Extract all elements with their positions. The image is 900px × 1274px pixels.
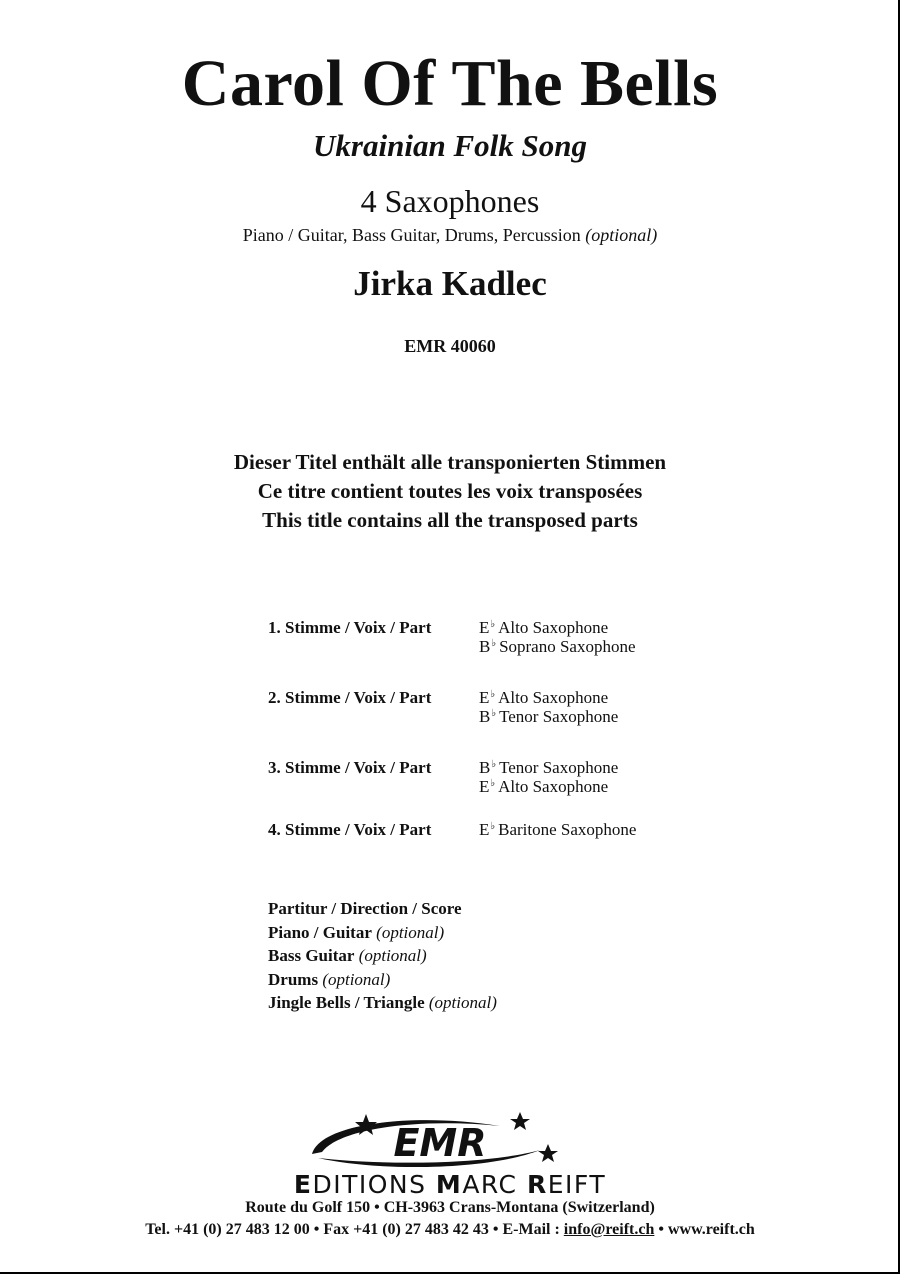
composer-name: Jirka Kadlec xyxy=(353,264,547,303)
part-instrument: B♭ Soprano Saxophone xyxy=(479,637,636,656)
instrumentation-main: Piano / Guitar, Bass Guitar, Drums, Percussion xyxy=(242,225,581,245)
notice-english: This title contains all the transposed parts xyxy=(262,508,638,532)
logo-lettering: EMR xyxy=(393,1121,487,1165)
part-4 xyxy=(268,820,788,842)
list-item: Jingle Bells / Triangle (optional) xyxy=(268,993,497,1012)
part-label: 4. Stimme / Voix / Part xyxy=(268,820,432,839)
email-link[interactable]: info@reift.ch xyxy=(563,1221,655,1238)
notice-german: Dieser Titel enthält alle transponierten Stimmen xyxy=(233,450,667,474)
part-label: 2. Stimme / Voix / Part xyxy=(268,688,432,707)
list-item: Bass Guitar (optional) xyxy=(268,946,427,965)
catalog-number: EMR 40060 xyxy=(404,336,496,356)
part-3 xyxy=(268,758,788,798)
part-instrument: E♭ Alto Saxophone xyxy=(479,777,609,796)
ensemble-label: 4 Saxophones xyxy=(360,183,540,219)
notice-french: Ce titre contient toutes les voix transposées xyxy=(257,479,643,503)
star-mark xyxy=(538,1144,558,1162)
piece-title: Carol Of The Bells xyxy=(181,47,719,120)
part-instrument: E♭ Alto Saxophone xyxy=(479,688,609,707)
star-mark xyxy=(510,1112,530,1130)
publisher-name: EDITIONS MARC REIFT xyxy=(293,1170,607,1199)
part-label: 3. Stimme / Voix / Part xyxy=(268,758,432,777)
part-instrument: E♭ Alto Saxophone xyxy=(479,618,609,637)
list-item: Partitur / Direction / Score xyxy=(268,899,462,918)
part-instrument: B♭ Tenor Saxophone xyxy=(479,707,619,726)
emr-logo xyxy=(300,1106,570,1176)
publisher-address: Route du Golf 150 • CH-3963 Crans-Montana (Switzerland) xyxy=(245,1199,655,1216)
part-2 xyxy=(268,688,788,728)
part-instrument: E♭ Baritone Saxophone xyxy=(479,820,637,839)
list-item: Piano / Guitar (optional) xyxy=(268,922,445,942)
publisher-contact: Tel. +41 (0) 27 483 12 00 • Fax +41 (0) 27 483 42 43 • E-Mail : info@reift.ch • www.reift.ch xyxy=(145,1221,755,1238)
part-1 xyxy=(268,618,788,658)
extra-parts-list xyxy=(268,897,497,1015)
piece-subtitle: Ukrainian Folk Song xyxy=(313,128,587,163)
part-instrument: B♭ Tenor Saxophone xyxy=(479,758,619,777)
instrumentation-line xyxy=(0,224,900,246)
instrumentation-optional: (optional) xyxy=(585,225,658,245)
part-label: 1. Stimme / Voix / Part xyxy=(268,618,432,637)
list-item: Drums (optional) xyxy=(268,969,391,989)
